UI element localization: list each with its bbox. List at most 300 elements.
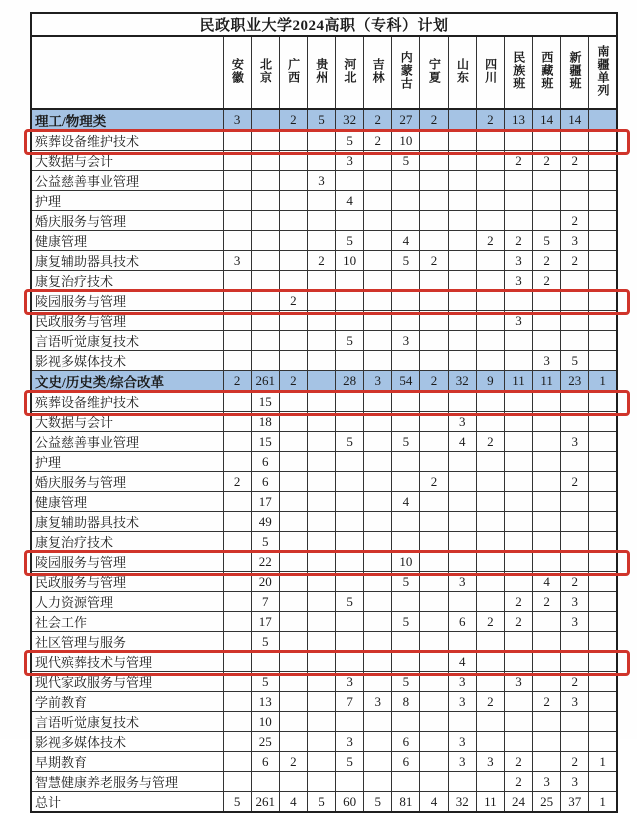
- row-label: 公益慈善事业管理: [31, 432, 223, 452]
- value-cell: [504, 171, 532, 191]
- value-cell: [561, 492, 589, 512]
- value-cell: [336, 452, 364, 472]
- value-cell: [589, 231, 617, 251]
- value-cell: [364, 452, 392, 472]
- table-body: [31, 109, 617, 812]
- value-cell: [279, 211, 307, 231]
- value-cell: [504, 211, 532, 231]
- value-cell: [448, 271, 476, 291]
- value-cell: [392, 211, 420, 231]
- value-cell: [392, 291, 420, 311]
- value-cell: [307, 512, 335, 532]
- row-label: 护理: [31, 452, 223, 472]
- value-cell: 60: [336, 792, 364, 813]
- value-cell: 15: [251, 432, 279, 452]
- row-label: 康复治疗技术: [31, 532, 223, 552]
- value-cell: [279, 732, 307, 752]
- value-cell: [533, 452, 561, 472]
- value-cell: [364, 492, 392, 512]
- value-cell: [533, 552, 561, 572]
- value-cell: [392, 412, 420, 432]
- column-header-text: 河北: [342, 57, 357, 84]
- value-cell: 32: [336, 109, 364, 131]
- row-label: 民政服务与管理: [31, 311, 223, 331]
- value-cell: [336, 712, 364, 732]
- table-row: [31, 131, 617, 151]
- value-cell: [364, 592, 392, 612]
- row-label: 康复辅助器具技术: [31, 251, 223, 271]
- value-cell: 5: [364, 792, 392, 813]
- value-cell: 3: [336, 151, 364, 171]
- value-cell: [589, 632, 617, 652]
- value-cell: [476, 412, 504, 432]
- section-band-row: [31, 371, 617, 392]
- value-cell: [364, 532, 392, 552]
- value-cell: [223, 131, 251, 151]
- value-cell: [223, 392, 251, 412]
- value-cell: 3: [561, 692, 589, 712]
- value-cell: 32: [448, 371, 476, 392]
- value-cell: [448, 211, 476, 231]
- value-cell: [364, 552, 392, 572]
- value-cell: [364, 231, 392, 251]
- value-cell: [533, 291, 561, 311]
- value-cell: [307, 351, 335, 371]
- value-cell: [279, 512, 307, 532]
- value-cell: [364, 672, 392, 692]
- value-cell: [420, 772, 448, 792]
- value-cell: [533, 191, 561, 211]
- value-cell: [307, 191, 335, 211]
- value-cell: [279, 592, 307, 612]
- value-cell: [223, 632, 251, 652]
- column-header: [420, 36, 448, 109]
- value-cell: 3: [533, 351, 561, 371]
- value-cell: 2: [279, 291, 307, 311]
- value-cell: [589, 351, 617, 371]
- total-row: [31, 792, 617, 813]
- value-cell: [307, 311, 335, 331]
- value-cell: [420, 532, 448, 552]
- table-row: [31, 712, 617, 732]
- value-cell: [561, 712, 589, 732]
- column-header-text: 民族班: [511, 51, 526, 90]
- value-cell: [279, 652, 307, 672]
- value-cell: [533, 752, 561, 772]
- value-cell: [223, 652, 251, 672]
- value-cell: 3: [336, 672, 364, 692]
- value-cell: 3: [392, 331, 420, 351]
- table-row: [31, 211, 617, 231]
- table-row: [31, 492, 617, 512]
- value-cell: [307, 652, 335, 672]
- value-cell: 3: [448, 692, 476, 712]
- value-cell: 5: [336, 592, 364, 612]
- value-cell: [420, 271, 448, 291]
- value-cell: 6: [392, 732, 420, 752]
- value-cell: [533, 171, 561, 191]
- value-cell: [561, 171, 589, 191]
- value-cell: [336, 311, 364, 331]
- row-label: 社会工作: [31, 612, 223, 632]
- value-cell: [561, 311, 589, 331]
- value-cell: [589, 772, 617, 792]
- value-cell: 2: [420, 109, 448, 131]
- value-cell: [504, 532, 532, 552]
- value-cell: 5: [561, 351, 589, 371]
- value-cell: [589, 532, 617, 552]
- value-cell: [420, 311, 448, 331]
- value-cell: [504, 692, 532, 712]
- value-cell: [448, 251, 476, 271]
- value-cell: 5: [392, 151, 420, 171]
- value-cell: [504, 492, 532, 512]
- value-cell: [420, 191, 448, 211]
- value-cell: [364, 211, 392, 231]
- table-row: [31, 351, 617, 371]
- value-cell: [476, 552, 504, 572]
- value-cell: [364, 251, 392, 271]
- value-cell: [364, 572, 392, 592]
- table-row: [31, 291, 617, 311]
- value-cell: [223, 311, 251, 331]
- value-cell: 2: [504, 772, 532, 792]
- value-cell: [476, 732, 504, 752]
- value-cell: 3: [448, 412, 476, 432]
- value-cell: 4: [392, 231, 420, 251]
- value-cell: 5: [251, 632, 279, 652]
- value-cell: 5: [392, 251, 420, 271]
- row-label: 护理: [31, 191, 223, 211]
- value-cell: [307, 371, 335, 392]
- value-cell: [336, 412, 364, 432]
- value-cell: 17: [251, 612, 279, 632]
- value-cell: [420, 151, 448, 171]
- value-cell: 10: [251, 712, 279, 732]
- value-cell: [251, 652, 279, 672]
- value-cell: [448, 712, 476, 732]
- row-label: 大数据与会计: [31, 412, 223, 432]
- value-cell: 3: [504, 311, 532, 331]
- column-header-text: 宁夏: [427, 57, 442, 84]
- value-cell: [223, 752, 251, 772]
- value-cell: [251, 351, 279, 371]
- value-cell: [589, 251, 617, 271]
- value-cell: 2: [561, 472, 589, 492]
- value-cell: [589, 672, 617, 692]
- row-label: 婚庆服务与管理: [31, 472, 223, 492]
- value-cell: [420, 612, 448, 632]
- column-header-text: 广西: [286, 57, 301, 84]
- value-cell: 6: [392, 752, 420, 772]
- value-cell: [533, 652, 561, 672]
- value-cell: 32: [448, 792, 476, 813]
- value-cell: 11: [476, 792, 504, 813]
- column-header-text: 南疆单列: [595, 44, 610, 97]
- value-cell: [533, 131, 561, 151]
- column-header: [448, 36, 476, 109]
- corner-cell: [31, 36, 223, 109]
- value-cell: [307, 692, 335, 712]
- value-cell: [279, 612, 307, 632]
- value-cell: [533, 512, 561, 532]
- value-cell: 2: [533, 151, 561, 171]
- value-cell: 15: [251, 392, 279, 412]
- column-header: [589, 36, 617, 109]
- value-cell: [392, 772, 420, 792]
- column-header: [364, 36, 392, 109]
- value-cell: [364, 392, 392, 412]
- table-row: [31, 171, 617, 191]
- value-cell: [589, 109, 617, 131]
- value-cell: [307, 572, 335, 592]
- value-cell: 3: [364, 692, 392, 712]
- value-cell: [251, 291, 279, 311]
- value-cell: [504, 131, 532, 151]
- value-cell: [504, 632, 532, 652]
- value-cell: [364, 632, 392, 652]
- row-label: 人力资源管理: [31, 592, 223, 612]
- value-cell: [307, 672, 335, 692]
- value-cell: 2: [504, 231, 532, 251]
- value-cell: 4: [420, 792, 448, 813]
- value-cell: [392, 171, 420, 191]
- value-cell: [336, 552, 364, 572]
- value-cell: [476, 672, 504, 692]
- value-cell: 3: [504, 672, 532, 692]
- value-cell: [448, 592, 476, 612]
- value-cell: [448, 311, 476, 331]
- value-cell: [307, 151, 335, 171]
- value-cell: [504, 392, 532, 412]
- value-cell: 13: [504, 109, 532, 131]
- value-cell: [448, 632, 476, 652]
- value-cell: [589, 512, 617, 532]
- table-wrap: [30, 12, 618, 813]
- value-cell: 5: [336, 331, 364, 351]
- title-row: [31, 13, 617, 36]
- value-cell: [279, 392, 307, 412]
- value-cell: [279, 772, 307, 792]
- table-row: [31, 552, 617, 572]
- value-cell: [561, 131, 589, 151]
- value-cell: 2: [561, 151, 589, 171]
- value-cell: [420, 211, 448, 231]
- value-cell: [279, 151, 307, 171]
- value-cell: [279, 412, 307, 432]
- value-cell: [448, 191, 476, 211]
- value-cell: [307, 392, 335, 412]
- column-header-text: 吉林: [371, 57, 386, 84]
- value-cell: 1: [589, 752, 617, 772]
- value-cell: [561, 271, 589, 291]
- value-cell: [476, 572, 504, 592]
- row-label: 智慧健康养老服务与管理: [31, 772, 223, 792]
- value-cell: 4: [448, 652, 476, 672]
- value-cell: [533, 311, 561, 331]
- row-label: 大数据与会计: [31, 151, 223, 171]
- value-cell: [420, 392, 448, 412]
- value-cell: [420, 432, 448, 452]
- row-label: 陵园服务与管理: [31, 291, 223, 311]
- value-cell: [448, 492, 476, 512]
- column-header: [336, 36, 364, 109]
- value-cell: [251, 251, 279, 271]
- value-cell: [533, 331, 561, 351]
- value-cell: [448, 772, 476, 792]
- value-cell: [561, 191, 589, 211]
- row-label: 社区管理与服务: [31, 632, 223, 652]
- column-header: [533, 36, 561, 109]
- value-cell: [336, 632, 364, 652]
- value-cell: 81: [392, 792, 420, 813]
- value-cell: [420, 632, 448, 652]
- value-cell: [476, 492, 504, 512]
- value-cell: [223, 412, 251, 432]
- value-cell: 7: [251, 592, 279, 612]
- value-cell: 2: [561, 752, 589, 772]
- value-cell: 8: [392, 692, 420, 712]
- value-cell: [448, 131, 476, 151]
- value-cell: [223, 231, 251, 251]
- value-cell: [364, 612, 392, 632]
- value-cell: [279, 672, 307, 692]
- value-cell: [448, 291, 476, 311]
- value-cell: [504, 432, 532, 452]
- table-row: [31, 572, 617, 592]
- column-header-text: 新疆班: [568, 51, 583, 90]
- value-cell: [307, 552, 335, 572]
- value-cell: [364, 752, 392, 772]
- value-cell: [533, 632, 561, 652]
- column-header-text: 贵州: [314, 57, 329, 84]
- value-cell: [223, 512, 251, 532]
- value-cell: [223, 712, 251, 732]
- value-cell: [279, 191, 307, 211]
- value-cell: [307, 472, 335, 492]
- column-header: [504, 36, 532, 109]
- value-cell: [476, 772, 504, 792]
- table-row: [31, 231, 617, 251]
- value-cell: [336, 472, 364, 492]
- value-cell: [364, 432, 392, 452]
- value-cell: [279, 311, 307, 331]
- section-label: 理工/物理类: [31, 109, 223, 131]
- value-cell: [561, 412, 589, 432]
- value-cell: [392, 311, 420, 331]
- value-cell: 261: [251, 792, 279, 813]
- row-label: 陵园服务与管理: [31, 552, 223, 572]
- value-cell: [589, 492, 617, 512]
- value-cell: 3: [561, 612, 589, 632]
- value-cell: [561, 632, 589, 652]
- value-cell: [561, 532, 589, 552]
- value-cell: [448, 351, 476, 371]
- table-row: [31, 772, 617, 792]
- value-cell: [392, 351, 420, 371]
- value-cell: [561, 331, 589, 351]
- value-cell: [533, 472, 561, 492]
- value-cell: 23: [561, 371, 589, 392]
- row-label: 现代殡葬技术与管理: [31, 652, 223, 672]
- value-cell: [251, 109, 279, 131]
- value-cell: [223, 452, 251, 472]
- value-cell: [476, 331, 504, 351]
- row-label: 公益慈善事业管理: [31, 171, 223, 191]
- value-cell: 4: [336, 191, 364, 211]
- value-cell: [223, 191, 251, 211]
- value-cell: [476, 532, 504, 552]
- value-cell: [307, 432, 335, 452]
- row-label: 康复辅助器具技术: [31, 512, 223, 532]
- value-cell: 5: [533, 231, 561, 251]
- value-cell: [448, 231, 476, 251]
- value-cell: [476, 191, 504, 211]
- row-label: 康复治疗技术: [31, 271, 223, 291]
- value-cell: [279, 271, 307, 291]
- value-cell: [561, 732, 589, 752]
- value-cell: [364, 311, 392, 331]
- value-cell: [336, 171, 364, 191]
- value-cell: 5: [336, 131, 364, 151]
- value-cell: [561, 512, 589, 532]
- value-cell: 2: [504, 612, 532, 632]
- value-cell: [392, 632, 420, 652]
- table-row: [31, 672, 617, 692]
- column-header: [476, 36, 504, 109]
- value-cell: [392, 712, 420, 732]
- value-cell: [307, 291, 335, 311]
- value-cell: 1: [589, 792, 617, 813]
- value-cell: [589, 211, 617, 231]
- value-cell: [533, 392, 561, 412]
- column-header-text: 北京: [258, 57, 273, 84]
- value-cell: [589, 472, 617, 492]
- value-cell: 25: [251, 732, 279, 752]
- value-cell: [448, 151, 476, 171]
- value-cell: 5: [336, 432, 364, 452]
- header-row: [31, 36, 617, 109]
- value-cell: [223, 732, 251, 752]
- value-cell: [279, 131, 307, 151]
- value-cell: [504, 291, 532, 311]
- value-cell: [279, 432, 307, 452]
- value-cell: [279, 532, 307, 552]
- value-cell: [336, 572, 364, 592]
- value-cell: 1: [589, 371, 617, 392]
- value-cell: [364, 291, 392, 311]
- value-cell: [392, 512, 420, 532]
- value-cell: [504, 652, 532, 672]
- table-row: [31, 632, 617, 652]
- value-cell: [448, 552, 476, 572]
- value-cell: [307, 492, 335, 512]
- value-cell: 6: [251, 472, 279, 492]
- value-cell: [420, 412, 448, 432]
- value-cell: [307, 592, 335, 612]
- value-cell: [504, 412, 532, 432]
- value-cell: [476, 151, 504, 171]
- value-cell: 17: [251, 492, 279, 512]
- value-cell: 3: [561, 772, 589, 792]
- value-cell: [364, 331, 392, 351]
- value-cell: [504, 572, 532, 592]
- value-cell: [420, 652, 448, 672]
- value-cell: [392, 392, 420, 412]
- value-cell: 10: [392, 131, 420, 151]
- row-label: 现代家政服务与管理: [31, 672, 223, 692]
- value-cell: [589, 392, 617, 412]
